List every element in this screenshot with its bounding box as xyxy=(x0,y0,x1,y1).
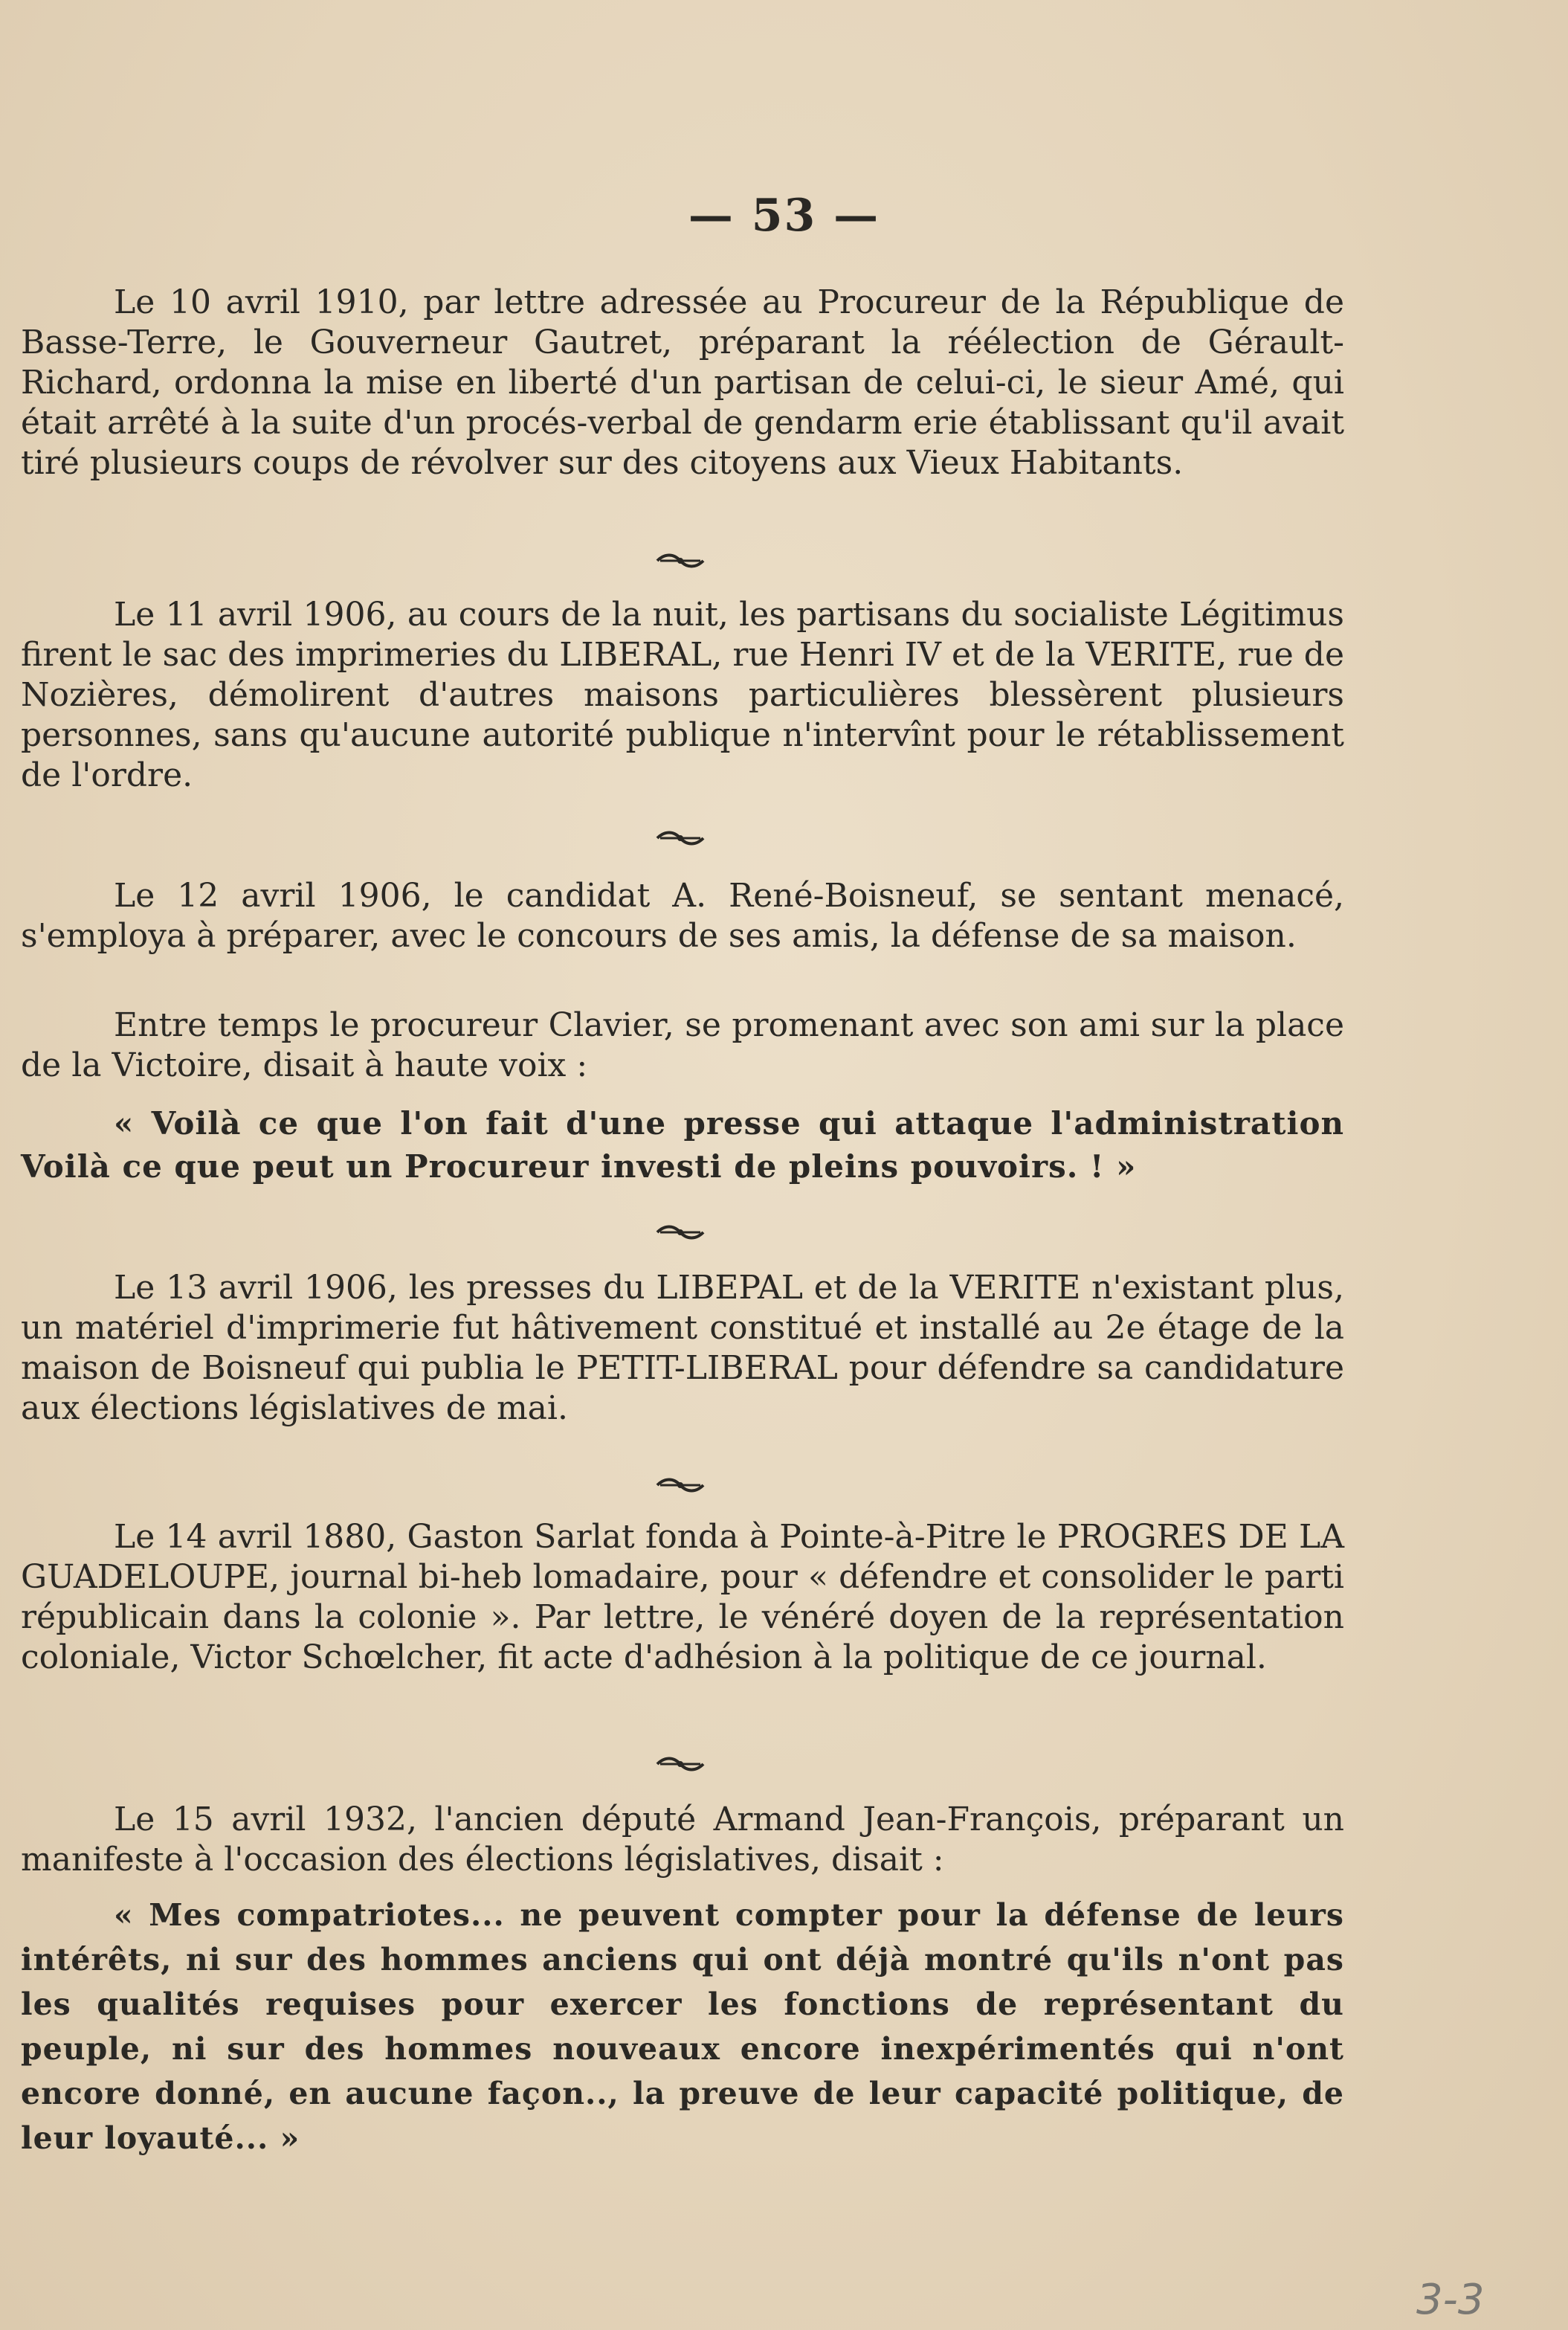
paragraph-12-avril-1906: Le 12 avril 1906, le candidat A. René-Boisneuf, se sentant menacé, s'employa à préparer, avec le concours de ses amis, la défense de sa maison. xyxy=(21,877,1344,955)
paragraph-10-avril-1910: Le 10 avril 1910, par lettre adressée au Procureur de la République de Basse-Terre, le Gouverneur Gautret, préparant la réélection de Gérault-Richard, ordonna la mise en liberté d'un partisan de celui-ci, le sieur Amé, qui était arrêté à la suite d'un procés-verbal de gendarm erie établissant qu'il avait tiré plusieurs coups de révolver sur des citoyens aux Vieux Habitants. xyxy=(21,283,1344,482)
handwritten-note: 3-3 xyxy=(1416,2276,1485,2324)
ornament-separator-icon xyxy=(654,1223,706,1241)
ornament-separator-icon xyxy=(654,552,706,570)
paragraph-14-avril-1880: Le 14 avril 1880, Gaston Sarlat fonda à Pointe-à-Pitre le PROGRES DE LA GUADELOUPE, journal bi-heb lomadaire, pour « défendre et consolider le parti républicain dans la colonie ». Par lettre, le vénéré doyen de la représentation coloniale, Victor Schœlcher, fit acte d'adhésion à la politique de ce journal. xyxy=(21,1518,1344,1676)
ornament-separator-icon xyxy=(654,1476,706,1494)
quote-jean-francois: « Mes compatriotes... ne peuvent compter pour la défense de leurs intérêts, ni sur des hommes anciens qui ont déjà montré qu'ils n'ont pas les qualités requises pour exercer les fonctions de représentant du peuple, ni sur des hommes nouveaux encore inexpérimentés qui n'ont encore donné, en aucune façon.., la preuve de leur capacité politique, de leur loyauté... » xyxy=(21,1897,1344,2156)
paragraph-11-avril-1906: Le 11 avril 1906, au cours de la nuit, les partisans du socialiste Légitimus firent le sac des imprimeries du LIBERAL, rue Henri IV et de la VERITE, rue de Nozières, démolirent d'autres maisons particulières blessèrent plusieurs personnes, sans qu'aucune autorité publique n'intervînt pour le rétablissement de l'ordre. xyxy=(21,596,1344,794)
paragraph-15-avril-1932: Le 15 avril 1932, l'ancien député Armand Jean-François, préparant un manifeste à l'occasion des élections législatives, disait : xyxy=(21,1800,1344,1879)
page-number: — 53 — xyxy=(688,190,880,242)
paragraph-13-avril-1906: Le 13 avril 1906, les presses du LIBEPAL et de la VERITE n'existant plus, un matériel d'imprimerie fut hâtivement constitué et installé au 2e étage de la maison de Boisneuf qui publia le PETIT-LIBERAL pour défendre sa candidature aux élections législatives de mai. xyxy=(21,1269,1344,1427)
ornament-separator-icon xyxy=(654,829,706,847)
paragraph-procureur-clavier: Entre temps le procureur Clavier, se promenant avec son ami sur la place de la Victoire, disait à haute voix : xyxy=(21,1006,1344,1084)
quote-procureur: « Voilà ce que l'on fait d'une presse qui attaque l'administration Voilà ce que peut un Procureur investi de pleins pouvoirs. ! » xyxy=(21,1105,1344,1185)
ornament-separator-icon xyxy=(654,1755,706,1773)
